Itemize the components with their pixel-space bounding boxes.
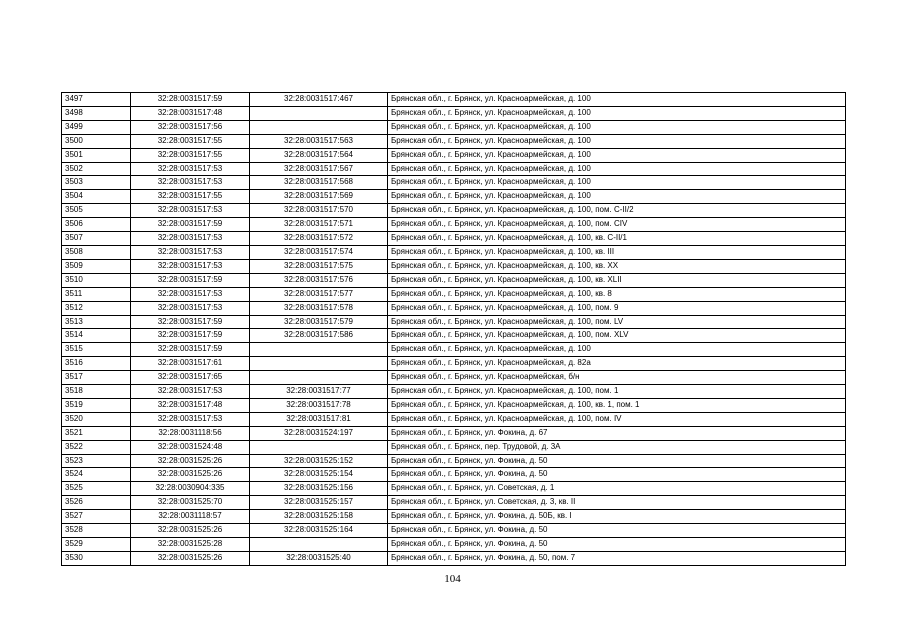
address-cell: Брянская обл., г. Брянск, пер. Трудовой, д. 3А: [388, 440, 846, 454]
table-row: [62, 93, 846, 107]
table-row: [62, 315, 846, 329]
object-cadastral-number-cell: 32:28:0031517:569: [250, 190, 388, 204]
row-number-cell: 3509: [62, 259, 131, 273]
table-row: [62, 524, 846, 538]
row-number-cell: 3511: [62, 287, 131, 301]
table-row: [62, 273, 846, 287]
table-row: [62, 538, 846, 552]
address-cell: Брянская обл., г. Брянск, ул. Красноармейская, д. 100: [388, 148, 846, 162]
cadastral-number-cell: 32:28:0031525:26: [131, 524, 250, 538]
address-cell: Брянская обл., г. Брянск, ул. Фокина, д. 67: [388, 426, 846, 440]
table-row: [62, 468, 846, 482]
object-cadastral-number-cell: [250, 343, 388, 357]
address-cell: Брянская обл., г. Брянск, ул. Фокина, д. 50, пом. 7: [388, 551, 846, 565]
cadastral-number-cell: 32:28:0031517:53: [131, 385, 250, 399]
table-row: [62, 426, 846, 440]
object-cadastral-number-cell: 32:28:0031517:579: [250, 315, 388, 329]
object-cadastral-number-cell: 32:28:0031517:564: [250, 148, 388, 162]
row-number-cell: 3500: [62, 134, 131, 148]
address-cell: Брянская обл., г. Брянск, ул. Красноармейская, д. 100, пом. XLV: [388, 329, 846, 343]
object-cadastral-number-cell: 32:28:0031525:40: [250, 551, 388, 565]
table-row: [62, 245, 846, 259]
cadastral-number-cell: 32:28:0031517:55: [131, 134, 250, 148]
address-cell: Брянская обл., г. Брянск, ул. Красноармейская, д. 100: [388, 190, 846, 204]
row-number-cell: 3499: [62, 120, 131, 134]
cadastral-number-cell: 32:28:0031517:59: [131, 329, 250, 343]
address-cell: Брянская обл., г. Брянск, ул. Фокина, д. 50Б, кв. I: [388, 510, 846, 524]
row-number-cell: 3513: [62, 315, 131, 329]
object-cadastral-number-cell: 32:28:0031517:77: [250, 385, 388, 399]
row-number-cell: 3501: [62, 148, 131, 162]
cadastral-number-cell: 32:28:0031517:53: [131, 301, 250, 315]
cadastral-number-cell: 32:28:0031517:53: [131, 287, 250, 301]
row-number-cell: 3512: [62, 301, 131, 315]
table-row: [62, 259, 846, 273]
table-row: [62, 301, 846, 315]
row-number-cell: 3498: [62, 106, 131, 120]
cadastral-number-cell: 32:28:0031517:48: [131, 106, 250, 120]
object-cadastral-number-cell: 32:28:0031517:567: [250, 162, 388, 176]
row-number-cell: 3506: [62, 218, 131, 232]
row-number-cell: 3520: [62, 412, 131, 426]
object-cadastral-number-cell: 32:28:0031517:578: [250, 301, 388, 315]
object-cadastral-number-cell: 32:28:0031517:568: [250, 176, 388, 190]
cadastral-number-cell: 32:28:0031524:48: [131, 440, 250, 454]
address-cell: Брянская обл., г. Брянск, ул. Фокина, д. 50: [388, 454, 846, 468]
table-row: [62, 385, 846, 399]
table-row: [62, 551, 846, 565]
address-cell: Брянская обл., г. Брянск, ул. Советская, д. 1: [388, 482, 846, 496]
address-cell: Брянская обл., г. Брянск, ул. Красноармейская, д. 100: [388, 176, 846, 190]
address-cell: Брянская обл., г. Брянск, ул. Красноармейская, д. 82а: [388, 357, 846, 371]
address-cell: Брянская обл., г. Брянск, ул. Красноармейская, д. 100: [388, 134, 846, 148]
row-number-cell: 3504: [62, 190, 131, 204]
row-number-cell: 3518: [62, 385, 131, 399]
table-row: [62, 190, 846, 204]
cadastral-number-cell: 32:28:0031517:53: [131, 412, 250, 426]
cadastral-number-cell: 32:28:0031525:26: [131, 454, 250, 468]
object-cadastral-number-cell: 32:28:0031525:152: [250, 454, 388, 468]
cadastral-number-cell: 32:28:0031517:53: [131, 259, 250, 273]
table-row: [62, 496, 846, 510]
row-number-cell: 3523: [62, 454, 131, 468]
address-cell: Брянская обл., г. Брянск, ул. Красноармейская, д. 100: [388, 93, 846, 107]
address-cell: Брянская обл., г. Брянск, ул. Фокина, д. 50: [388, 468, 846, 482]
row-number-cell: 3517: [62, 371, 131, 385]
registry-table-body: [62, 93, 846, 566]
cadastral-number-cell: 32:28:0031517:55: [131, 148, 250, 162]
object-cadastral-number-cell: [250, 106, 388, 120]
table-row: [62, 162, 846, 176]
table-row: [62, 398, 846, 412]
address-cell: Брянская обл., г. Брянск, ул. Красноармейская, д. 100: [388, 162, 846, 176]
object-cadastral-number-cell: 32:28:0031517:571: [250, 218, 388, 232]
address-cell: Брянская обл., г. Брянск, ул. Красноармейская, д. 100, кв. C-II/1: [388, 232, 846, 246]
table-row: [62, 357, 846, 371]
row-number-cell: 3519: [62, 398, 131, 412]
table-row: [62, 120, 846, 134]
cadastral-number-cell: 32:28:0030904:335: [131, 482, 250, 496]
row-number-cell: 3514: [62, 329, 131, 343]
table-row: [62, 176, 846, 190]
address-cell: Брянская обл., г. Брянск, ул. Красноармейская, д. 100, пом. CIV: [388, 218, 846, 232]
row-number-cell: 3515: [62, 343, 131, 357]
object-cadastral-number-cell: 32:28:0031517:574: [250, 245, 388, 259]
table-row: [62, 148, 846, 162]
object-cadastral-number-cell: 32:28:0031525:157: [250, 496, 388, 510]
address-cell: Брянская обл., г. Брянск, ул. Красноармейская, д. 100, пом. IV: [388, 412, 846, 426]
object-cadastral-number-cell: [250, 371, 388, 385]
cadastral-number-cell: 32:28:0031525:70: [131, 496, 250, 510]
address-cell: Брянская обл., г. Брянск, ул. Красноармейская, д. 100, кв. 8: [388, 287, 846, 301]
object-cadastral-number-cell: [250, 440, 388, 454]
object-cadastral-number-cell: 32:28:0031517:563: [250, 134, 388, 148]
cadastral-number-cell: 32:28:0031517:55: [131, 190, 250, 204]
table-row: [62, 510, 846, 524]
object-cadastral-number-cell: 32:28:0031524:197: [250, 426, 388, 440]
object-cadastral-number-cell: 32:28:0031525:158: [250, 510, 388, 524]
cadastral-number-cell: 32:28:0031517:53: [131, 162, 250, 176]
address-cell: Брянская обл., г. Брянск, ул. Красноармейская, д. 100, пом. C-II/2: [388, 204, 846, 218]
table-row: [62, 454, 846, 468]
table-row: [62, 329, 846, 343]
address-cell: Брянская обл., г. Брянск, ул. Красноармейская, д. 100, пом. LV: [388, 315, 846, 329]
cadastral-number-cell: 32:28:0031517:65: [131, 371, 250, 385]
row-number-cell: 3502: [62, 162, 131, 176]
cadastral-number-cell: 32:28:0031118:56: [131, 426, 250, 440]
table-row: [62, 287, 846, 301]
address-cell: Брянская обл., г. Брянск, ул. Фокина, д. 50: [388, 538, 846, 552]
row-number-cell: 3527: [62, 510, 131, 524]
row-number-cell: 3522: [62, 440, 131, 454]
address-cell: Брянская обл., г. Брянск, ул. Красноармейская, б/н: [388, 371, 846, 385]
table-row: [62, 482, 846, 496]
row-number-cell: 3503: [62, 176, 131, 190]
cadastral-number-cell: 32:28:0031517:53: [131, 245, 250, 259]
cadastral-number-cell: 32:28:0031517:56: [131, 120, 250, 134]
cadastral-number-cell: 32:28:0031517:53: [131, 204, 250, 218]
cadastral-number-cell: 32:28:0031517:53: [131, 232, 250, 246]
object-cadastral-number-cell: [250, 538, 388, 552]
object-cadastral-number-cell: 32:28:0031517:78: [250, 398, 388, 412]
table-row: [62, 371, 846, 385]
row-number-cell: 3505: [62, 204, 131, 218]
object-cadastral-number-cell: 32:28:0031517:467: [250, 93, 388, 107]
address-cell: Брянская обл., г. Брянск, ул. Красноармейская, д. 100, кв. XX: [388, 259, 846, 273]
object-cadastral-number-cell: 32:28:0031517:577: [250, 287, 388, 301]
object-cadastral-number-cell: 32:28:0031525:164: [250, 524, 388, 538]
address-cell: Брянская обл., г. Брянск, ул. Красноармейская, д. 100: [388, 106, 846, 120]
cadastral-number-cell: 32:28:0031525:28: [131, 538, 250, 552]
address-cell: Брянская обл., г. Брянск, ул. Красноармейская, д. 100, пом. 1: [388, 385, 846, 399]
row-number-cell: 3524: [62, 468, 131, 482]
table-row: [62, 106, 846, 120]
object-cadastral-number-cell: 32:28:0031517:576: [250, 273, 388, 287]
address-cell: Брянская обл., г. Брянск, ул. Красноармейская, д. 100: [388, 120, 846, 134]
row-number-cell: 3497: [62, 93, 131, 107]
table-row: [62, 343, 846, 357]
page-number: 104: [444, 573, 461, 585]
cadastral-number-cell: 32:28:0031517:59: [131, 315, 250, 329]
table-row: [62, 440, 846, 454]
object-cadastral-number-cell: [250, 120, 388, 134]
property-registry-table: [61, 92, 846, 566]
object-cadastral-number-cell: 32:28:0031517:570: [250, 204, 388, 218]
address-cell: Брянская обл., г. Брянск, ул. Красноармейская, д. 100: [388, 343, 846, 357]
address-cell: Брянская обл., г. Брянск, ул. Фокина, д. 50: [388, 524, 846, 538]
row-number-cell: 3521: [62, 426, 131, 440]
row-number-cell: 3525: [62, 482, 131, 496]
table-row: [62, 204, 846, 218]
cadastral-number-cell: 32:28:0031525:26: [131, 468, 250, 482]
row-number-cell: 3516: [62, 357, 131, 371]
object-cadastral-number-cell: 32:28:0031525:154: [250, 468, 388, 482]
cadastral-number-cell: 32:28:0031517:53: [131, 176, 250, 190]
object-cadastral-number-cell: 32:28:0031517:572: [250, 232, 388, 246]
address-cell: Брянская обл., г. Брянск, ул. Красноармейская, д. 100, кв. III: [388, 245, 846, 259]
cadastral-number-cell: 32:28:0031517:61: [131, 357, 250, 371]
cadastral-number-cell: 32:28:0031525:26: [131, 551, 250, 565]
row-number-cell: 3526: [62, 496, 131, 510]
address-cell: Брянская обл., г. Брянск, ул. Советская, д. 3, кв. II: [388, 496, 846, 510]
row-number-cell: 3507: [62, 232, 131, 246]
row-number-cell: 3508: [62, 245, 131, 259]
address-cell: Брянская обл., г. Брянск, ул. Красноармейская, д. 100, пом. 9: [388, 301, 846, 315]
row-number-cell: 3528: [62, 524, 131, 538]
address-cell: Брянская обл., г. Брянск, ул. Красноармейская, д. 100, кв. XLII: [388, 273, 846, 287]
cadastral-number-cell: 32:28:0031517:48: [131, 398, 250, 412]
object-cadastral-number-cell: 32:28:0031517:586: [250, 329, 388, 343]
table-row: [62, 412, 846, 426]
object-cadastral-number-cell: 32:28:0031517:81: [250, 412, 388, 426]
row-number-cell: 3530: [62, 551, 131, 565]
cadastral-number-cell: 32:28:0031118:57: [131, 510, 250, 524]
cadastral-number-cell: 32:28:0031517:59: [131, 273, 250, 287]
cadastral-number-cell: 32:28:0031517:59: [131, 218, 250, 232]
row-number-cell: 3510: [62, 273, 131, 287]
table-row: [62, 134, 846, 148]
table-row: [62, 218, 846, 232]
table-row: [62, 232, 846, 246]
object-cadastral-number-cell: [250, 357, 388, 371]
cadastral-number-cell: 32:28:0031517:59: [131, 343, 250, 357]
cadastral-number-cell: 32:28:0031517:59: [131, 93, 250, 107]
row-number-cell: 3529: [62, 538, 131, 552]
object-cadastral-number-cell: 32:28:0031517:575: [250, 259, 388, 273]
address-cell: Брянская обл., г. Брянск, ул. Красноармейская, д. 100, кв. 1, пом. 1: [388, 398, 846, 412]
object-cadastral-number-cell: 32:28:0031525:156: [250, 482, 388, 496]
